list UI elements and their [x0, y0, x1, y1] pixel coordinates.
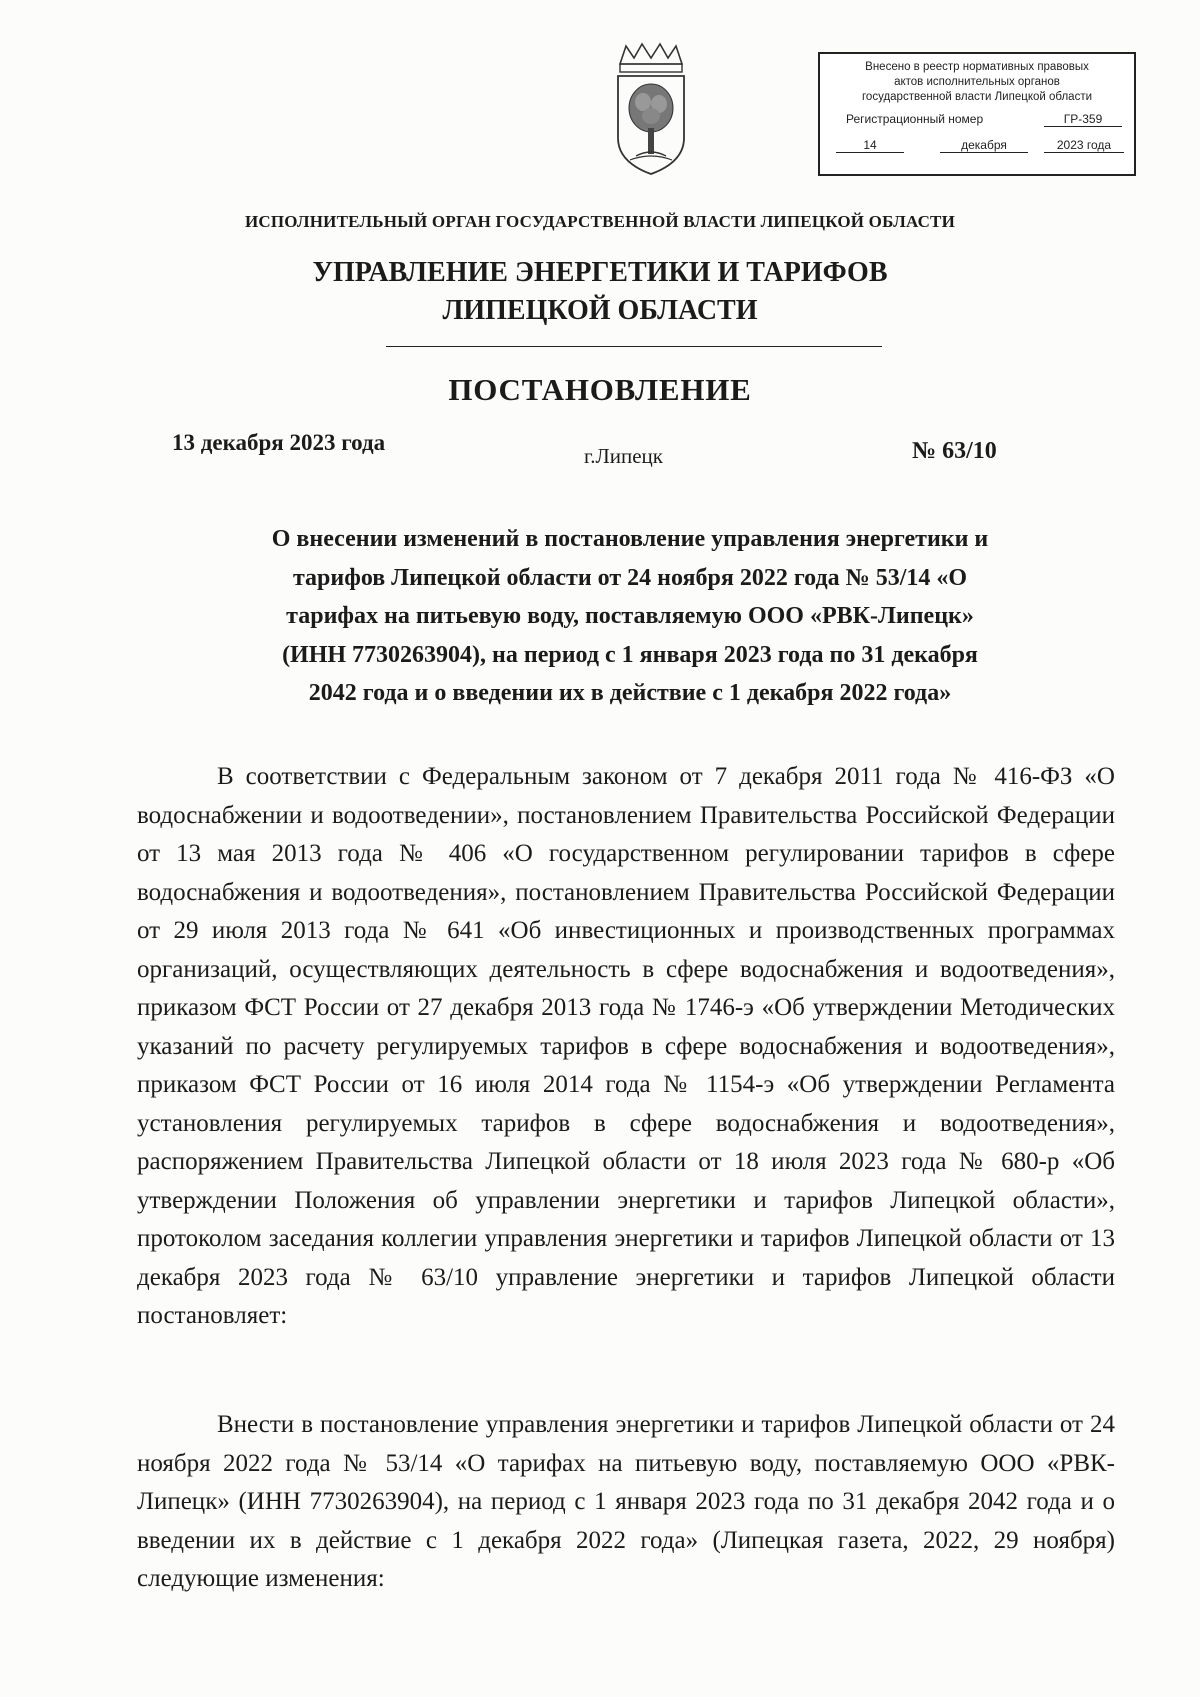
subject-line: 2042 года и о введении их в действие с 1 декабря 2022 года» [308, 680, 952, 706]
stamp-line-3: государственной власти Липецкой области [861, 91, 1093, 103]
stamp-day: 14 [836, 138, 904, 153]
department-title-line-2: ЛИПЕЦКОЙ ОБЛАСТИ [442, 295, 758, 326]
stamp-reg-number: ГР-359 [1044, 112, 1122, 127]
header-divider [386, 346, 882, 347]
document-type: ПОСТАНОВЛЕНИЕ [448, 372, 752, 407]
stamp-month: декабря [940, 138, 1028, 153]
department-title [0, 254, 1200, 330]
stamp-line-2: актов исполнительных органов [894, 76, 1060, 88]
body-paragraph-1-text: В соответствии с Федеральным законом от 7 декабря 2011 года № 416-ФЗ «О водоснабжении и водоотведении», постановлением Правительства Российской Федерации от 13 мая 2013 года № 406 «О государственном регулировании тарифов в сфере водоснабжения и водоотведения», постановлением Правительства Российской Федерации от 29 июля 2013 года № 641 «Об инвестиционных и производственных программах организаций, осуществляющих деятельность в сфере водоснабжения и водоотведения», приказом ФСТ России от 27 декабря 2013 года № 1746-э «Об утверждении Методических указаний по расчету регулируемых тарифов в сфере водоснабжения и водоотведения», приказом ФСТ России от 16 июля 2014 года № 1154-э «Об утверждении Регламента установления регулируемых тарифов в сфере водоснабжения и водоотведения», распоряжением Правительства Липецкой области от 18 июля 2023 года № 680-р «Об утверждении Положения об управлении энергетики и тарифов Липецкой области», протоколом заседания коллегии управления энергетики и тарифов Липецкой области от 13 декабря 2023 года № 63/10 управление энергетики и тарифов Липецкой области постановляет: [137, 763, 1115, 1329]
subject-line: тарифах на питьевую воду, поставляемую ООО «РВК-Липецк» [286, 603, 974, 629]
body-paragraph-2-text: Внести в постановление управления энергетики и тарифов Липецкой области от 24 ноября 2022 года № 53/14 «О тарифах на питьевую воду, поставляемую ООО «РВК-Липецк» (ИНН 7730263904), на период с 1 января 2023 года по 31 декабря 2042 года и о введении их в действие с 1 декабря 2022 года» (Липецкая газета, 2022, 29 ноября) следующие изменения: [137, 1411, 1115, 1592]
stamp-year: 2023 года [1044, 138, 1124, 153]
stamp-reg-label: Регистрационный номер [846, 112, 984, 126]
coat-of-arms-icon [610, 42, 692, 182]
subject-line: (ИНН 7730263904), на период с 1 января 2023 года по 31 декабря [282, 641, 978, 668]
subject-line: тарифов Липецкой области от 24 ноября 2022 года № 53/14 «О [292, 564, 968, 591]
document-number: № 63/10 [912, 438, 997, 464]
body-paragraph-2 [137, 1406, 1115, 1599]
registry-stamp [818, 52, 1136, 176]
issuing-authority: ИСПОЛНИТЕЛЬНЫЙ ОРГАН ГОСУДАРСТВЕННОЙ ВЛАСТИ ЛИПЕЦКОЙ ОБЛАСТИ [244, 212, 956, 231]
document-date: 13 декабря 2023 года [172, 430, 386, 455]
subject-line: О внесении изменений в постановление управления энергетики и [271, 526, 989, 552]
document-city: г.Липецк [584, 444, 663, 468]
document-subject [200, 520, 1060, 713]
stamp-line-1: Внесено в реестр нормативных правовых [865, 61, 1089, 73]
body-paragraph-1 [137, 758, 1115, 1336]
department-title-line-1: УПРАВЛЕНИЕ ЭНЕРГЕТИКИ И ТАРИФОВ [312, 257, 888, 288]
